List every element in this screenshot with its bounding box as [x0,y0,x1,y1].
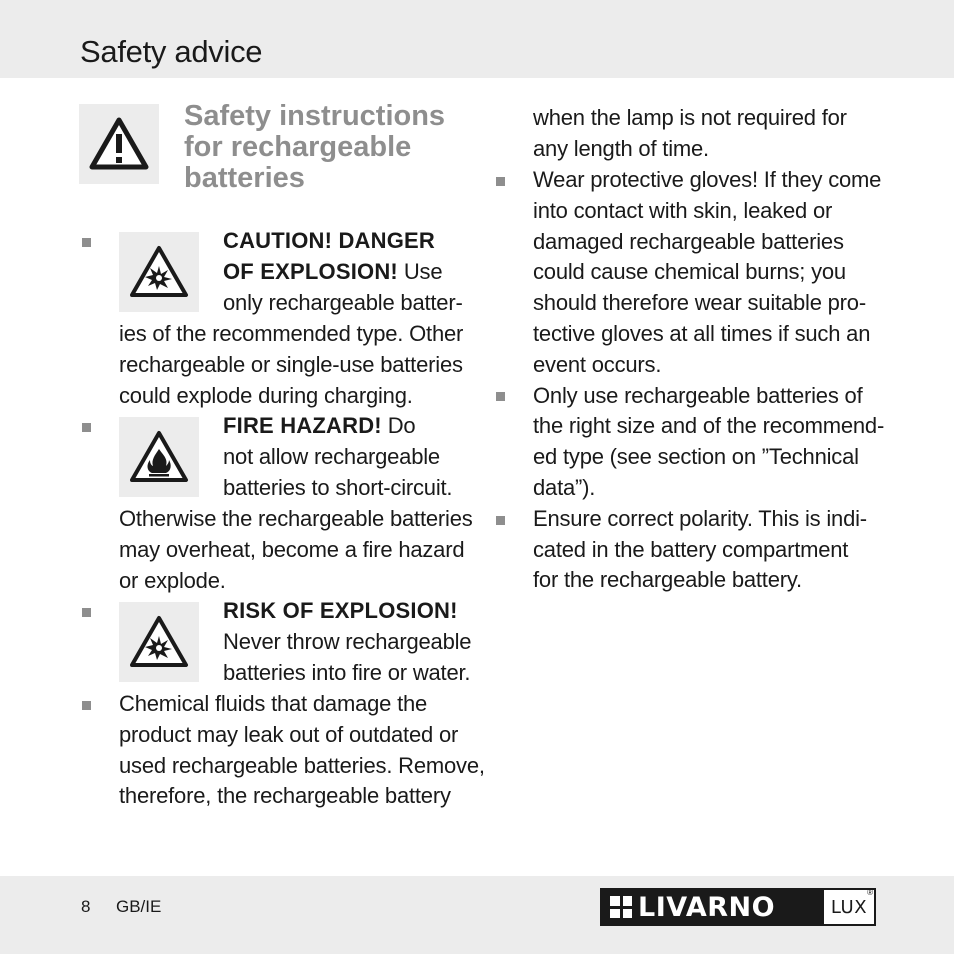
text-line: Wear protective gloves! If they come [533,167,882,192]
logo-sub [822,888,876,926]
explosion-warning-box [119,602,199,682]
text-line: damaged rechargeable batteries [533,229,844,254]
text-line: RISK OF EXPLOSION! [223,598,458,623]
page-number: 8 [81,897,91,916]
text-line: event occurs. [533,352,662,377]
text-line: for the rechargeable battery. [533,567,802,592]
text-line: only rechargeable batter- [223,290,463,315]
section-heading-line: batteries [184,162,305,194]
text-line: into contact with skin, leaked or [533,198,833,223]
text-line: product may leak out of outdated or [119,722,459,747]
text-line: ies of the recommended type. Other [119,321,464,346]
text-line: may overheat, become a fire hazard [119,537,465,562]
text-line: batteries into fire or water. [223,660,471,685]
fire-hazard-icon [128,429,190,485]
text-line: could explode during charging. [119,383,413,408]
text-line: Ensure correct polarity. This is indi- [533,506,867,531]
text-line: used rechargeable batteries. Remove, [119,753,485,778]
explosion-warning-icon [128,244,190,300]
logo-registered-mark: ® [867,888,873,897]
bullet [82,608,91,617]
text-line: rechargeable or single-use batteries [119,352,463,377]
text-line: Otherwise the rechargeable batteries [119,506,473,531]
text-line: any length of time. [533,136,709,161]
text-line: Chemical fluids that damage the [119,691,428,716]
logo-main [600,888,822,926]
logo-sub-text: LUX [830,896,868,918]
text-line: could cause chemical burns; you [533,259,846,284]
explosion-warning-box [119,232,199,312]
text-line: cated in the battery compartment [533,537,849,562]
text-line: not allow rechargeable [223,444,440,469]
page-title: Safety advice [80,34,263,69]
general-warning-icon [88,116,150,172]
bullet [496,392,505,401]
text-line: Only use rechargeable batteries of [533,383,863,408]
text-line: OF EXPLOSION! Use [223,259,443,284]
text-line: CAUTION! DANGER [223,228,435,253]
explosion-warning-icon [128,614,190,670]
text-line: Never throw rechargeable [223,629,472,654]
bullet [82,238,91,247]
text-line: when the lamp is not required for [533,105,847,130]
section-heading-line: Safety instructions [184,100,446,132]
bullet [496,516,505,525]
section-heading [184,101,474,194]
logo-mark-icon [610,896,632,918]
text-line: batteries to short-circuit. [223,475,453,500]
text-line: should therefore wear suitable pro- [533,290,866,315]
bullet [82,701,91,710]
text-line: data”). [533,475,596,500]
fire-hazard-box [119,417,199,497]
bullet [496,177,505,186]
section-heading-line: for rechargeable [184,131,412,163]
region-code: GB/IE [116,897,162,916]
brand-logo [600,888,876,926]
logo-word: LIVARNO [638,891,776,923]
text-line: tective gloves at all times if such an [533,321,871,346]
text-line: therefore, the rechargeable battery [119,783,451,808]
text-line: ed type (see section on ”Technical [533,444,859,469]
text-line: the right size and of the recommend- [533,413,885,438]
bullet [82,423,91,432]
section-warning-icon-box [79,104,159,184]
text-line: or explode. [119,568,226,593]
text-line: FIRE HAZARD! Do [223,413,416,438]
